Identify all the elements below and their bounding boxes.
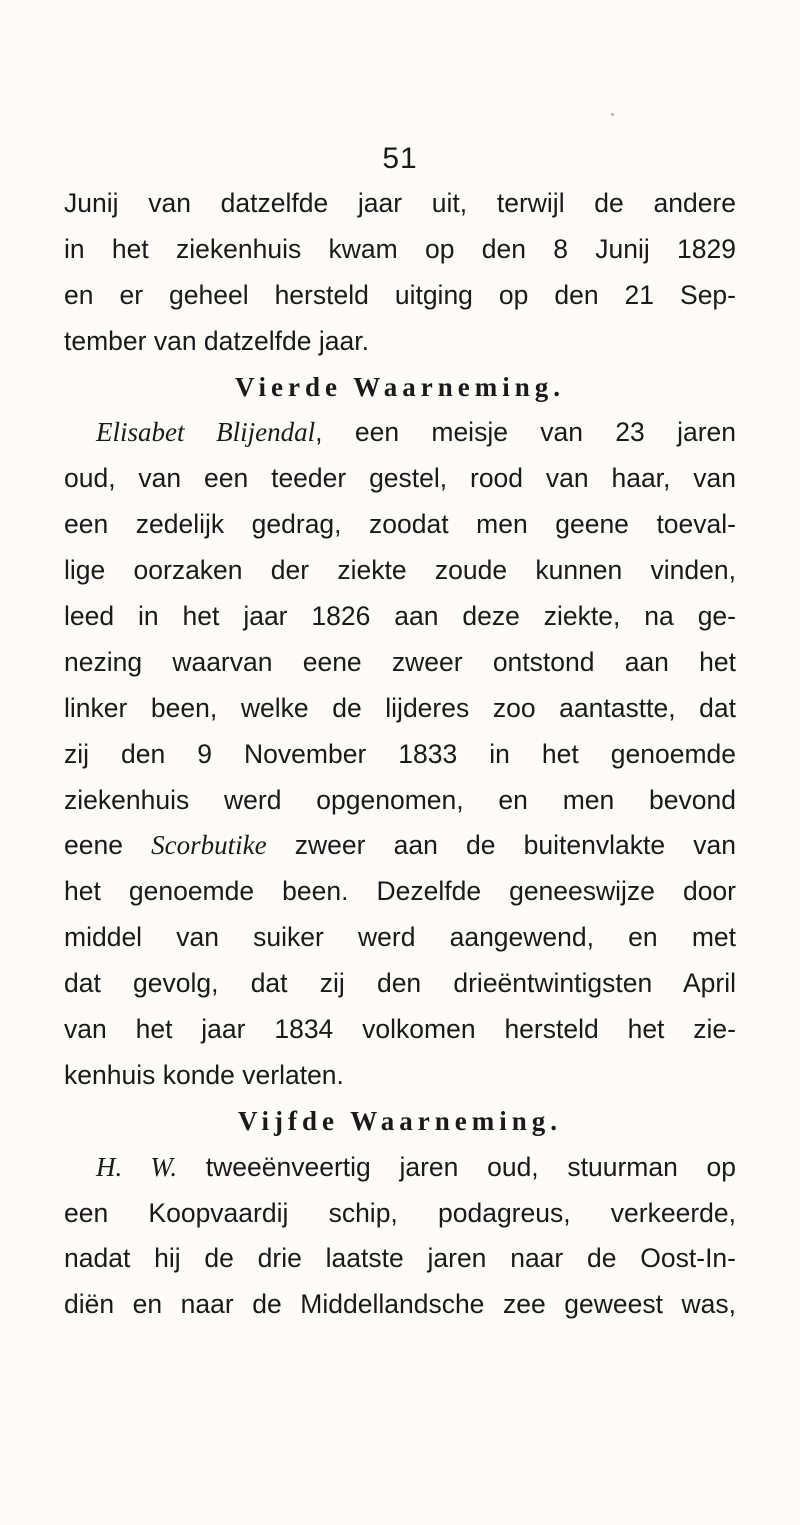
text-line: ziekenhuis werd opgenomen, en men bevond	[64, 784, 736, 815]
text-line: en er geheel hersteld uitging op den 21 Sep-	[64, 279, 736, 310]
text-fragment: eene	[64, 830, 123, 861]
text-line: nadat hij de drie laatste jaren naar de Oost-In-	[64, 1243, 736, 1274]
patient-initials: H. W.	[96, 1151, 178, 1182]
text-line: nezing waarvan eene zweer ontstond aan het	[64, 646, 736, 677]
italic-term: Scorbutike	[151, 830, 267, 861]
text-line	[64, 410, 736, 456]
text-fragment: , een meisje van 23 jaren	[315, 417, 736, 448]
text-line: van het jaar 1834 volkomen hersteld het zie-	[64, 1014, 736, 1045]
section-heading-vijfde: Vijfde Waarneming.	[238, 1105, 562, 1136]
text-line	[64, 823, 736, 869]
text-line: een Koopvaardij schip, podagreus, verkeerde,	[64, 1197, 736, 1228]
text-fragment: zweer aan de buitenvlakte van	[294, 830, 736, 861]
text-line: dat gevolg, dat zij den drieëntwintigsten April	[64, 968, 736, 999]
text-line: diën en naar de Middellandsche zee geweest was,	[64, 1289, 736, 1320]
text-line: zij den 9 November 1833 in het genoemde	[64, 738, 736, 769]
text-fragment: tweeënveertig jaren oud, stuurman op	[205, 1151, 736, 1182]
text-line: tember van datzelfde jaar.	[64, 325, 369, 356]
text-line: kenhuis konde verlaten.	[64, 1059, 344, 1090]
text-line: een zedelijk gedrag, zoodat men geene toeval-	[64, 509, 736, 540]
paper-speck	[611, 113, 614, 116]
text-line: linker been, welke de lijderes zoo aantastte, dat	[64, 692, 736, 723]
patient-name: Elisabet Blijendal	[96, 417, 316, 448]
text-line: oud, van een teeder gestel, rood van haar, van	[64, 463, 736, 494]
text-line: lige oorzaken der ziekte zoude kunnen vinden,	[64, 555, 736, 586]
text-line	[64, 1145, 736, 1191]
text-line: middel van suiker werd aangewend, en met	[64, 922, 736, 953]
text-line: Junij van datzelfde jaar uit, terwijl de andere	[64, 188, 736, 218]
text-line: in het ziekenhuis kwam op den 8 Junij 1829	[64, 233, 736, 264]
text-line: het genoemde been. Dezelfde geneeswijze door	[64, 876, 736, 907]
text-line: leed in het jaar 1826 aan deze ziekte, na ge-	[64, 601, 736, 632]
page-number: 51	[382, 142, 418, 175]
body-text	[64, 181, 736, 1328]
section-heading-vierde: Vierde Waarneming.	[235, 371, 565, 402]
